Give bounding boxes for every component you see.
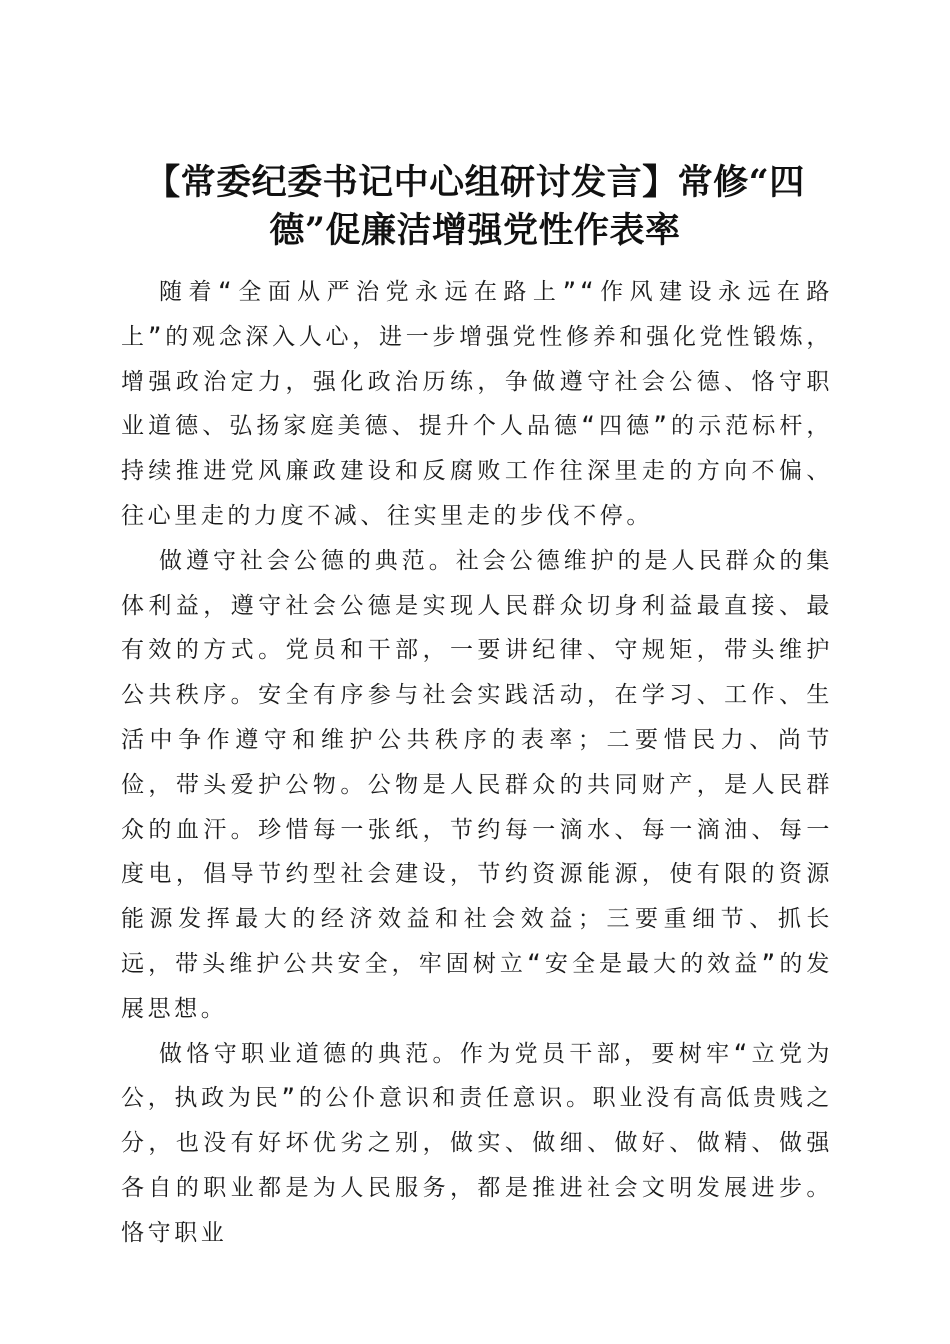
document-title: 【常委纪委书记中心组研讨发言】常修“四德”促廉洁增强党性作表率 <box>145 162 805 252</box>
document-body <box>121 270 833 1256</box>
paragraph-professional-ethics: 做恪守职业道德的典范。作为党员干部，要树牢“立党为公，执政为民”的公仆意识和责任意识。职业没有高低贵贱之分，也没有好坏优劣之别，做实、做细、做好、做精、做强各自的职业都是为人民服务，都是推进社会文明发展进步。恪守职业 <box>121 1040 833 1246</box>
paragraph-intro: 随着“全面从严治党永远在路上”“作风建设永远在路上”的观念深入人心，进一步增强党性修养和强化党性锻炼，增强政治定力，强化政治历练，争做遵守社会公德、恪守职业道德、弘扬家庭美德、提升个人品德“四德”的示范标杆，持续推进党风廉政建设和反腐败工作往深里走的方向不偏、往心里走的力度不减、往实里走的步伐不停。 <box>121 279 834 529</box>
paragraph-social-morality: 做遵守社会公德的典范。社会公德维护的是人民群众的集体利益，遵守社会公德是实现人民群众切身利益最直接、最有效的方式。党员和干部，一要讲纪律、守规矩，带头维护公共秩序。安全有序参与社会实践活动，在学习、工作、生活中争作遵守和维护公共秩序的表率；二要惜民力、尚节俭，带头爱护公物。公物是人民群众的共同财产，是人民群众的血汗。珍惜每一张纸，节约每一滴水、每一滴油、每一度电，倡导节约型社会建设，节约资源能源，使有限的资源能源发挥最大的经济效益和社会效益；三要重细节、抓长远，带头维护公共安全，牢固树立“安全是最大的效益”的发展思想。 <box>121 547 833 1022</box>
